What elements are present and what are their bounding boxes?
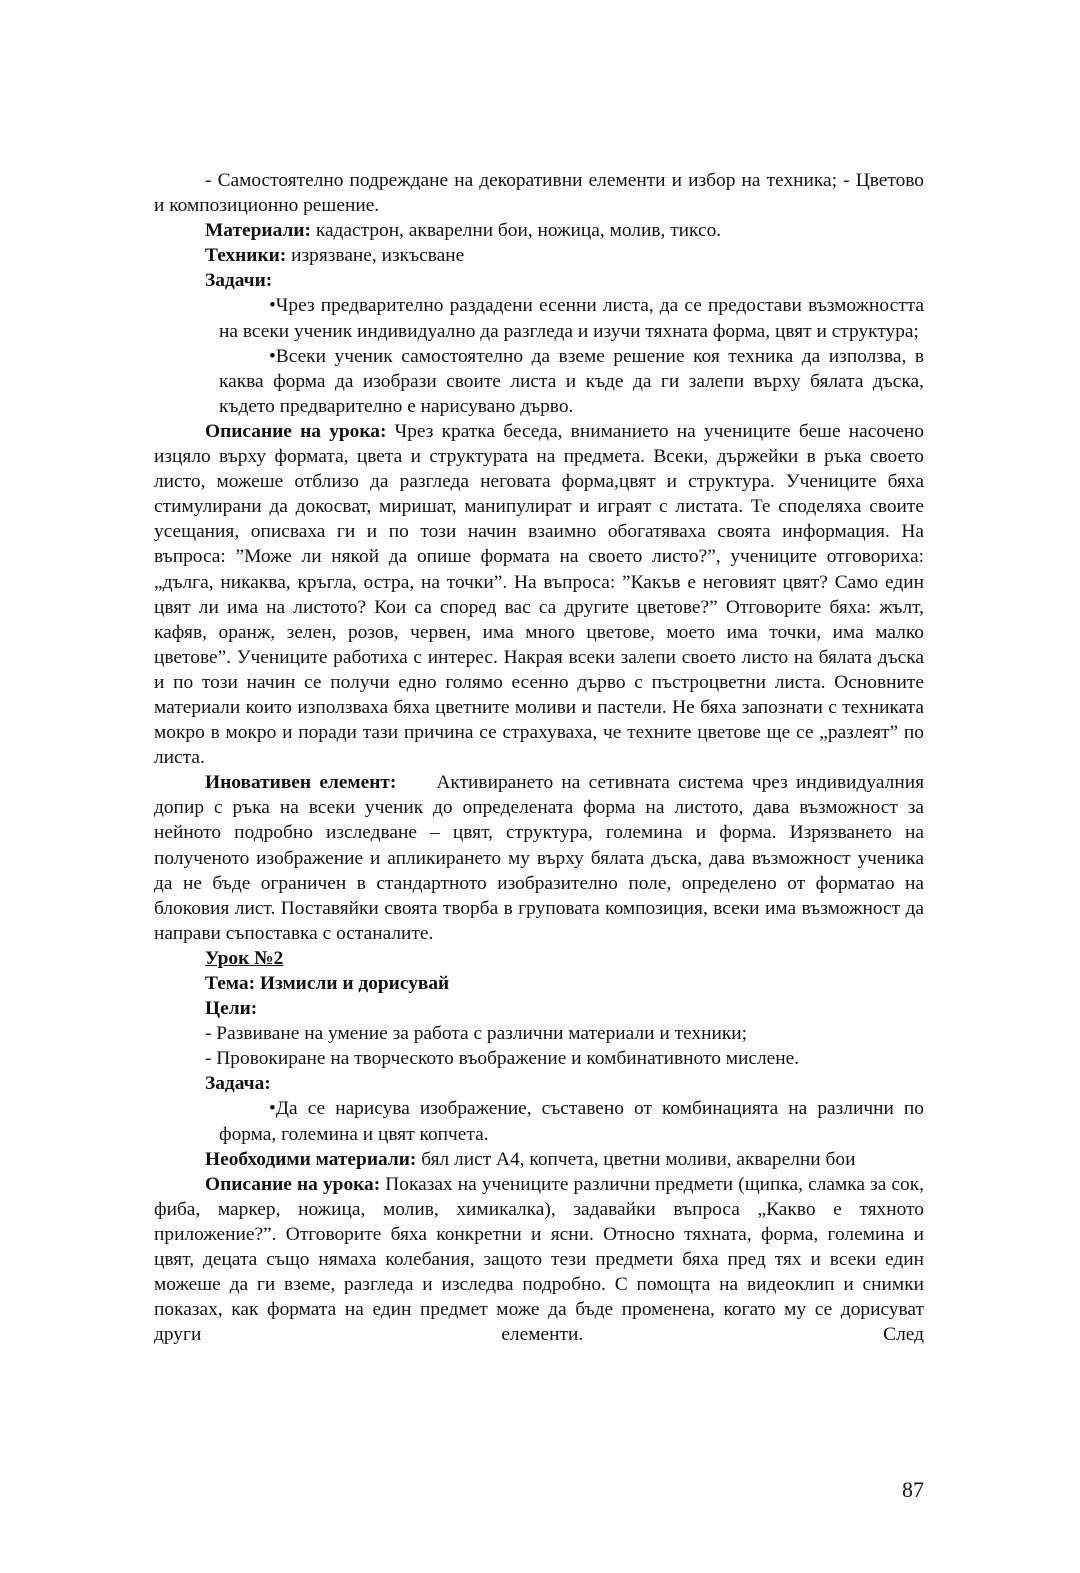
techniques-label: Техники: xyxy=(205,245,287,267)
needed-text: бял лист А4, копчета, цветни моливи, акварелни бои xyxy=(416,1148,856,1170)
innovative-label: Иновативен елемент: xyxy=(205,772,397,794)
materials-line xyxy=(154,218,924,243)
bullet-icon: • xyxy=(269,1098,276,1120)
lesson1-description xyxy=(154,419,924,770)
page-body xyxy=(154,168,924,1347)
goals-heading xyxy=(154,996,924,1021)
bullet-text: Чрез предварително раздадени есенни листа, да се предостави възможността на всеки ученик индивидуално да разгледа и изучи тяхната форма, цвят и структура; xyxy=(219,295,924,342)
materials-label: Материали: xyxy=(205,220,311,242)
task-label: Задача: xyxy=(205,1073,271,1095)
needed-materials xyxy=(154,1147,924,1172)
bullet-icon: • xyxy=(269,345,276,367)
paragraph-intro: - Самостоятелно подреждане на декоративни елементи и избор на техника; - Цветово и композиционно решение. xyxy=(154,170,924,217)
needed-label: Необходими материали: xyxy=(205,1148,417,1170)
innovative-element xyxy=(154,770,924,946)
techniques-text: изрязване, изкъсване xyxy=(286,245,465,267)
bullet-icon: • xyxy=(269,295,276,317)
lesson-2-heading xyxy=(154,946,924,971)
lesson2-description xyxy=(154,1172,924,1348)
bullet-text: Всеки ученик самостоятелно да вземе решение коя техника да използва, в каква форма да изобрази своите листа и къде да ги залепи върху бялата дъска, където предварително е нарисувано дърво. xyxy=(219,345,924,417)
description-text: Показах на учениците различни предмети (щипка, сламка за сок, фиба, маркер, ножица, молив, химикалка), задавайки въпроса „Какво е тяхното приложение?”. Отговорите бяха конкретни и ясни. Относно тяхната, форма, големина и цвят, децата също нямаха колебания, защото тези предмети бяха пред тях и всеки един можеше да ги вземе, разгледа и изследва подробно. С помощта на видеоклип и снимки показах, как формата на един предмет може да бъде променена, когато му се дорисуват други елементи. След xyxy=(154,1173,924,1346)
bullet-text: Да се нарисува изображение, съставено от комбинацията на различни по форма, големина и цвят копчета. xyxy=(219,1098,924,1145)
description-label: Описание на урока: xyxy=(205,420,387,442)
materials-text: кадастрон, акварелни бои, ножица, молив, тиксо. xyxy=(310,220,722,242)
goals-label: Цели: xyxy=(205,998,258,1020)
tasks-label: Задачи: xyxy=(205,270,273,292)
innovative-text: Активирането на сетивната система чрез индивидуалния допир с ръка на всеки ученик до определената форма на листото, дава възможност за нейното подробно изследване – цвят, структура, големина и форма. Изрязването на полученото изображение и апликирането му върху бялата дъска, дава възможност ученика да не бъде ограничен в стандартното изобразително поле, определено от форматао на блоковия лист. Поставяйки своята творба в груповата композиция, всеки има възможност да направи съпоставка с останалите. xyxy=(154,772,924,944)
bullet-item-2 xyxy=(219,344,924,419)
tasks-heading xyxy=(154,268,924,293)
goal-1: - Развиване на умение за работа с различни материали и техники; xyxy=(205,1023,748,1045)
lesson-2-title: Урок №2 xyxy=(205,947,284,969)
techniques-line xyxy=(154,243,924,268)
theme-line xyxy=(154,971,924,996)
page-number: 87 xyxy=(902,1477,924,1502)
goal-2: - Провокиране на творческото въображение и комбинативното мислене. xyxy=(205,1048,800,1070)
task-heading xyxy=(154,1071,924,1096)
description-label: Описание на урока: xyxy=(205,1173,381,1195)
bullet-item-1 xyxy=(219,293,924,343)
description-text: Чрез кратка беседа, вниманието на учениците беше насочено изцяло върху формата, цвета и структурата на предмета. Всеки, държейки в ръка своето листо, можеше отблизо да разгледа неговата форма,цвят и структура. Учениците бяха стимулирани да докосват, миришат, манипулират и играят с листата. Те споделяха своите усещания, описваха ги и по този начин взаимно обогатяваха своята информация. На въпроса: ”Може ли някой да опише формата на своето листо?”, учениците отговориха: „дълга, никаква, кръгла, остра, на точки”. На въпроса: ”Какъв е неговият цвят? Само един цвят ли има на листото? Кои са според вас са другите цветове?” Отговорите бяха: жълт, кафяв, оранж, зелен, розов, червен, има много цветове, моето има точки, има малко цветове”. Учениците работиха с интерес. Накрая всеки залепи своето листо на бялата дъска и по този начин се получи едно голямо есенно дърво с пъстроцветни листа. Основните материали които използваха бяха цветните моливи и пастели. Не бяха запознати с техниката мокро в мокро и поради тази причина се страхуваха, че техните цветове ще се „разлеят” по листа. xyxy=(154,420,925,769)
bullet-item-3 xyxy=(219,1096,924,1146)
theme-title: Тема: Измисли и дорисувай xyxy=(205,973,450,994)
